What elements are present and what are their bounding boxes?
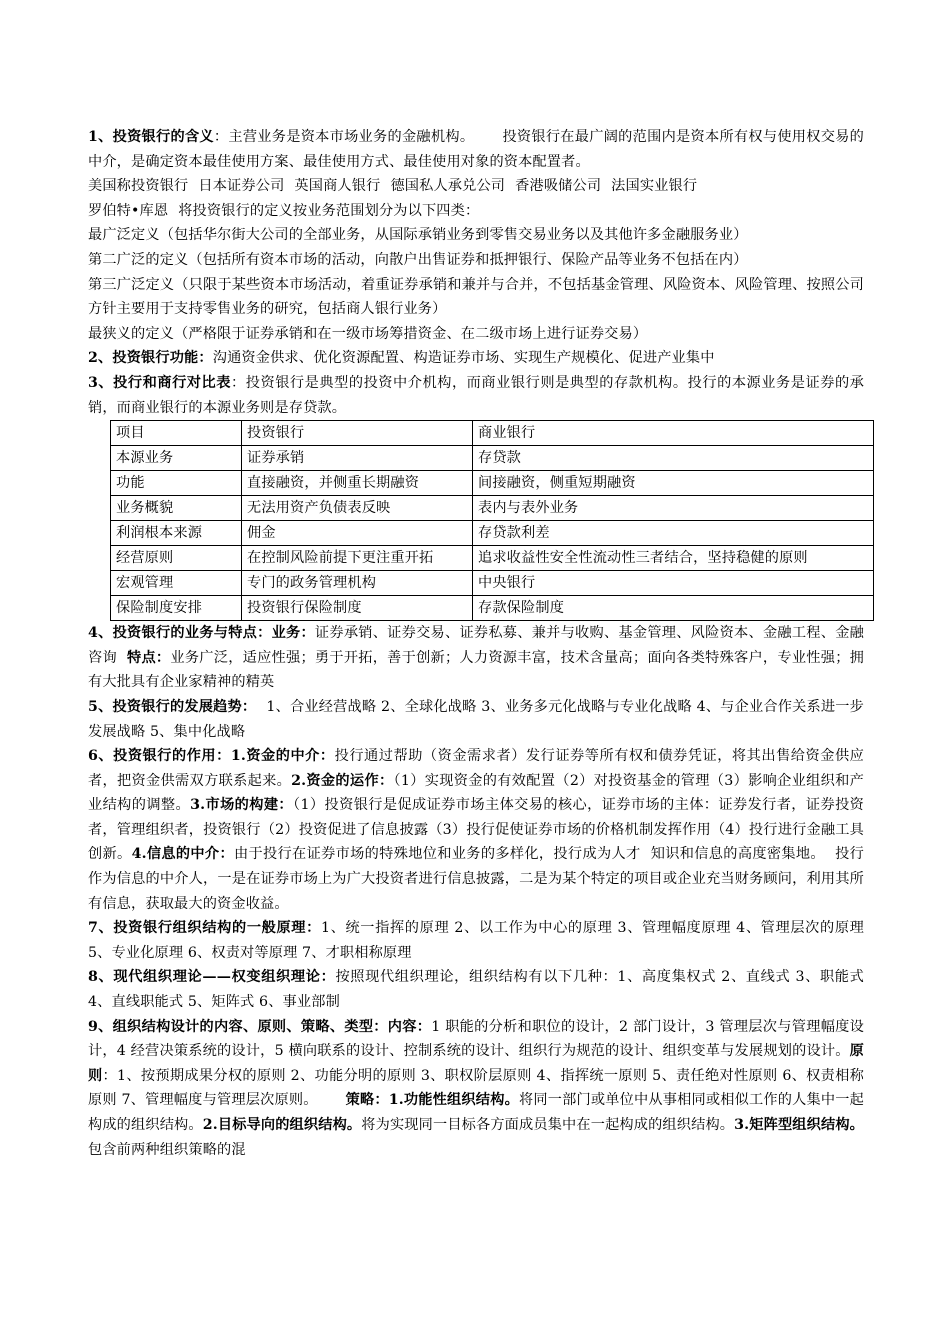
section-4-heading: 4、投资银行的业务与特点：业务： bbox=[88, 625, 315, 642]
table-cell: 直接融资，并侧重长期融资 bbox=[242, 471, 473, 496]
section-6-subheading-2: 2.资金的运作： bbox=[291, 772, 394, 789]
section-4-text-1: 证券承销、证券交易、证券私募、兼并与收购、基金管理、风险资本、金融工程、金融咨询 bbox=[88, 625, 864, 666]
section-4-text-2: 业务广泛，适应性强；勇于开拓，善于创新；人力资源丰富，技术含量高；面向各类特殊客户，专业性强；拥有大批具有企业家精神的精英 bbox=[88, 649, 864, 691]
table-header-row bbox=[111, 421, 874, 446]
section-2-heading: 2、投资银行功能： bbox=[88, 350, 213, 367]
table-cell: 存贷款 bbox=[473, 446, 874, 471]
section-2-text: 沟通资金供求、优化资源配置、构造证券市场、实现生产规模化、促进产业集中 bbox=[212, 350, 715, 367]
table-cell: 无法用资产负债表反映 bbox=[242, 496, 473, 521]
section-4-paragraph bbox=[88, 621, 864, 695]
section-5-text: 1、合业经营战略 2、全球化战略 3、业务多元化战略与专业化战略 4、与企业合作关系进一步发展战略 5、集中化战略 bbox=[88, 698, 864, 740]
definition-3: 第三广泛定义（只限于某些资本市场活动，着重证券承销和兼并与合并，不包括基金管理、风险资本、风险管理、按照公司方针主要用于支持零售业务的研究，包括商人银行业务） bbox=[88, 276, 864, 318]
table-cell: 功能 bbox=[111, 471, 242, 496]
table-cell: 存贷款利差 bbox=[473, 521, 874, 546]
robert-kuhn-text: 将投资银行的定义按业务范围划分为以下四类： bbox=[178, 202, 480, 219]
section-9-text-5: 包含前两种组织策略的混 bbox=[88, 1141, 246, 1158]
table-cell: 中央银行 bbox=[473, 571, 874, 596]
table-header-cell: 商业银行 bbox=[473, 421, 874, 446]
table-cell: 证券承销 bbox=[242, 446, 473, 471]
definition-1: 最广泛定义（包括华尔街大公司的全部业务，从国际承销业务到零售交易业务以及其他许多金融服务业） bbox=[88, 227, 748, 244]
section-1-heading: 1、投资银行的含义 bbox=[88, 129, 214, 145]
robert-kuhn-name: 罗伯特•库恩 bbox=[88, 202, 169, 219]
section-3-paragraph bbox=[88, 371, 864, 420]
section-9-subheading-2: 原则 bbox=[88, 1043, 864, 1084]
name-variant: 法国实业银行 bbox=[611, 178, 698, 195]
section-8-paragraph bbox=[88, 965, 864, 1014]
section-9-text-2: ：1、按预期成果分权的原则 2、功能分明的原则 3、职权阶层原则 4、指挥统一原则 5、责任绝对性原则 6、权责相称原则 7、管理幅度与管理层次原则。 bbox=[88, 1067, 864, 1109]
section-6-text-1: 投行通过帮助（资金需求者）发行证券等所有权和债券凭证，将其出售给资金供应者，把资金供需双方联系起来。 bbox=[88, 748, 864, 789]
table-cell: 专门的政务管理机构 bbox=[242, 571, 473, 596]
name-variant: 日本证券公司 bbox=[198, 178, 285, 195]
section-8-heading: 8、现代组织理论——权变组织理论： bbox=[88, 969, 336, 986]
section-1-paragraph bbox=[88, 125, 864, 174]
table-cell: 保险制度安排 bbox=[111, 596, 242, 621]
section-8-text: 按照现代组织理论，组织结构有以下几种：1、高度集权式 2、直线式 3、职能式 4、直线职能式 5、矩阵式 6、事业部制 bbox=[88, 969, 864, 1011]
section-9-heading: 9、组织结构设计的内容、原则、策略、类型：内容： bbox=[88, 1018, 432, 1035]
name-variant: 德国私人承兑公司 bbox=[390, 178, 506, 195]
section-6-text-2: （1）实现资金的有效配置（2）对投资基金的管理（3）影响企业组织和产业结构的调整。 bbox=[88, 772, 864, 814]
table-cell: 宏观管理 bbox=[111, 571, 242, 596]
section-7-heading: 7、投资银行组织结构的一般原理： bbox=[88, 920, 321, 937]
table-row bbox=[111, 521, 874, 546]
table-row bbox=[111, 596, 874, 621]
table-cell: 本源业务 bbox=[111, 446, 242, 471]
definition-4: 最狭义的定义（严格限于证券承销和在一级市场筹措资金、在二级市场上进行证券交易） bbox=[88, 325, 648, 342]
section-9-subheading-4: 2.目标导向的组织结构。 bbox=[202, 1117, 362, 1133]
section-9-text-3: 将同一部门或单位中从事相同或相似工作的人集中一起构成的组织结构。 bbox=[88, 1092, 864, 1133]
section-4-features-label: 特点： bbox=[126, 649, 171, 666]
table-cell: 表内与表外业务 bbox=[473, 496, 874, 521]
section-6-subheading-3: 3.市场的构建： bbox=[190, 797, 294, 814]
section-9-text-1: 1 职能的分析和职位的设计，2 部门设计，3 管理层次与管理幅度设计，4 经营决策系统的设计，5 横向联系的设计、控制系统的设计、组织行为规范的设计、组织变革与发展规划的设计。 bbox=[88, 1018, 864, 1060]
definition-2: 第二广泛的定义（包括所有资本市场的活动，向散户出售证券和抵押银行、保险产品等业务不包括在内） bbox=[88, 251, 748, 268]
section-6-paragraph bbox=[88, 744, 864, 916]
name-variant: 美国称投资银行 bbox=[88, 178, 189, 195]
table-cell: 佣金 bbox=[242, 521, 473, 546]
section-6-subheading-4: 4.信息的中介： bbox=[131, 846, 234, 863]
table-cell: 投资银行保险制度 bbox=[242, 596, 473, 621]
table-cell: 追求收益性安全性流动性三者结合，坚持稳健的原则 bbox=[473, 546, 874, 571]
section-2-paragraph bbox=[88, 346, 864, 371]
table-cell: 经营原则 bbox=[111, 546, 242, 571]
table-cell: 业务概貌 bbox=[111, 496, 242, 521]
table-cell: 间接融资，侧重短期融资 bbox=[473, 471, 874, 496]
table-cell: 利润根本来源 bbox=[111, 521, 242, 546]
table-header-cell: 投资银行 bbox=[242, 421, 473, 446]
section-3-text: ：投资银行是典型的投资中介机构，而商业银行则是典型的存款机构。投行的本源业务是证券的承销，而商业银行的本源业务则是存贷款。 bbox=[88, 374, 865, 416]
section-3-heading: 3、投行和商行对比表 bbox=[88, 374, 231, 391]
table-row bbox=[111, 496, 874, 521]
section-6-text-4b: 知识和信息的高度密集地。 bbox=[650, 846, 825, 863]
section-6-text-4a: 由于投行在证券市场的特殊地位和业务的多样化，投行成为人才 bbox=[233, 846, 641, 863]
section-9-text-4: 将为实现同一目标各方面成员集中在一起构成的组织结构。 bbox=[361, 1117, 735, 1133]
section-7-paragraph bbox=[88, 916, 864, 965]
table-cell: 存款保险制度 bbox=[473, 596, 874, 621]
section-6-text-3: （1）投资银行是促成证券市场主体交易的核心，证券市场的主体：证券发行者，证券投资者，管理组织者，投资银行（2）投资促进了信息披露（3）投行促使证券市场的价格机制发挥作用（4）投行进行金融工具创新。 bbox=[88, 797, 864, 863]
section-6-heading: 6、投资银行的作用：1.资金的中介： bbox=[88, 748, 335, 765]
name-variants-line bbox=[88, 174, 864, 199]
table-row bbox=[111, 446, 874, 471]
table-header-cell: 项目 bbox=[111, 421, 242, 446]
section-7-text: 1、统一指挥的原理 2、以工作为中心的原理 3、管理幅度原理 4、管理层次的原理 5、专业化原理 6、权责对等原理 7、才职相称原理 bbox=[88, 920, 864, 961]
name-variant: 香港吸储公司 bbox=[515, 178, 602, 195]
section-9-subheading-5: 3.矩阵型组织结构。 bbox=[734, 1117, 864, 1133]
section-5-heading: 5、投资银行的发展趋势： bbox=[88, 698, 257, 715]
comparison-table bbox=[110, 420, 874, 621]
table-cell: 在控制风险前提下更注重开拓 bbox=[242, 546, 473, 571]
section-1-text-1: ：主营业务是资本市场业务的金融机构。 bbox=[213, 129, 475, 145]
section-9-paragraph bbox=[88, 1015, 864, 1163]
section-6-text-4c: 投行作为信息的中介人，一是在证券市场上为广大投资者进行信息披露，二是为某个特定的项目或企业充当财务顾问，利用其所有信息，获取最大的资金收益。 bbox=[88, 846, 864, 912]
section-1-text-2: 投资银行在最广阔的范围内是资本所有权与使用权交易的中介，是确定资本最佳使用方案、最佳使用方式、最佳使用对象的资本配置者。 bbox=[88, 129, 864, 170]
table-row bbox=[111, 471, 874, 496]
table-row bbox=[111, 546, 874, 571]
document-page bbox=[88, 125, 864, 1162]
section-9-subheading-3: 策略：1.功能性组织结构。 bbox=[345, 1092, 519, 1109]
name-variant: 英国商人银行 bbox=[294, 178, 381, 195]
section-5-paragraph bbox=[88, 695, 864, 744]
table-row bbox=[111, 571, 874, 596]
robert-kuhn-line bbox=[88, 199, 864, 224]
